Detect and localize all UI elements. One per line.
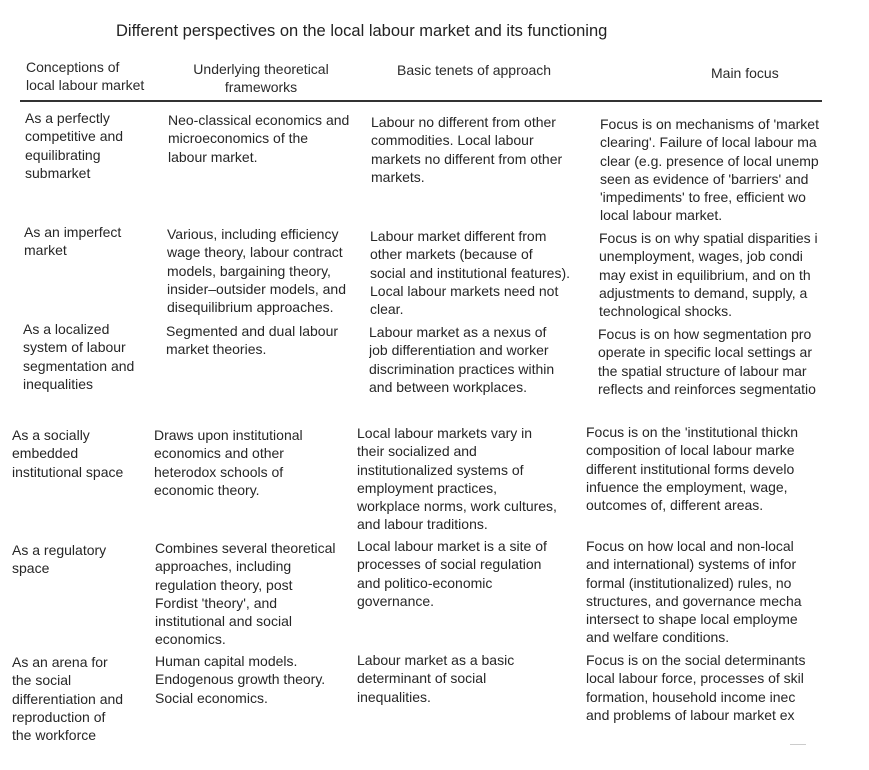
- text-line: Labour market as a nexus of: [369, 324, 547, 340]
- text-line: Focus is on the social determinants: [586, 652, 806, 668]
- row3-framework: [166, 322, 361, 359]
- text-line: other markets (because of: [370, 246, 533, 263]
- row4-conception: [12, 426, 152, 481]
- text-line: clear.: [370, 301, 404, 318]
- row4-tenets: [357, 424, 577, 534]
- header-line: local labour market: [26, 77, 145, 93]
- text-line: social and institutional features).: [370, 264, 570, 281]
- text-line: institutional space: [12, 463, 124, 480]
- row1-framework: [168, 111, 363, 166]
- text-line: Labour no different from other: [371, 114, 556, 130]
- text-line: Neo-classical economics and: [168, 112, 350, 128]
- text-line: and labour traditions.: [357, 516, 488, 533]
- row1-conception: [25, 109, 160, 182]
- text-line: markets no different from other: [371, 150, 563, 167]
- text-line: operate in specific local settings ar: [598, 344, 812, 361]
- text-line: the social: [12, 672, 72, 689]
- text-line: 'impediments' to free, efficient wo: [600, 189, 806, 206]
- text-line: processes of social regulation: [357, 556, 542, 573]
- row6-framework: [155, 652, 350, 707]
- header-line: frameworks: [224, 79, 298, 95]
- text-line: Combines several theoretical: [155, 540, 336, 556]
- table-title: Different perspectives on the local labour market and its functioning: [116, 22, 608, 40]
- header-line: Conceptions of: [26, 59, 120, 75]
- text-line: economic theory.: [154, 481, 260, 498]
- text-line: technological shocks.: [599, 303, 733, 320]
- text-line: Focus is on how segmentation pro: [598, 326, 812, 342]
- text-line: Focus on how local and non-local: [586, 538, 794, 554]
- text-line: Fordist 'theory', and: [155, 594, 278, 611]
- row2-framework: [167, 225, 362, 316]
- row3-conception: [23, 320, 158, 393]
- text-line: unemployment, wages, job condi: [599, 248, 803, 265]
- text-line: institutionalized systems of: [357, 461, 524, 478]
- text-line: equilibrating: [25, 146, 101, 163]
- text-line: Local labour markets need not: [370, 282, 559, 299]
- text-line: disequilibrium approaches.: [167, 299, 334, 316]
- text-line: embedded: [12, 445, 79, 462]
- text-line: Local labour market is a site of: [357, 538, 547, 554]
- row5-focus: [586, 537, 808, 647]
- text-line: Endogenous growth theory.: [155, 671, 326, 688]
- text-line: submarket: [25, 164, 91, 181]
- text-line: economics and other: [154, 445, 284, 462]
- header-frameworks: [190, 60, 332, 96]
- row3-tenets: [369, 323, 584, 396]
- row5-conception: [12, 541, 152, 578]
- text-line: As a socially: [12, 427, 90, 443]
- row1-focus: [600, 115, 822, 225]
- text-line: segmentation and: [23, 357, 135, 374]
- text-line: employment practices,: [357, 479, 498, 496]
- text-line: reflects and reinforces segmentatio: [598, 380, 816, 397]
- text-line: adjustments to demand, supply, a: [599, 284, 808, 301]
- text-line: markets.: [371, 168, 425, 185]
- row3-focus: [598, 325, 822, 398]
- text-line: As an imperfect: [24, 224, 122, 240]
- text-line: discrimination practices within: [369, 360, 555, 377]
- text-line: clear (e.g. presence of local unemp: [600, 152, 819, 169]
- text-line: Focus is on the 'institutional thickn: [586, 424, 799, 440]
- text-line: local labour market.: [600, 207, 723, 224]
- text-line: space: [12, 560, 50, 577]
- text-line: reproduction of: [12, 708, 106, 725]
- text-line: Labour market different from: [370, 228, 547, 244]
- text-line: Draws upon institutional: [154, 427, 303, 443]
- text-line: seen as evidence of 'barriers' and: [600, 170, 809, 187]
- text-line: outcomes of, different areas.: [586, 497, 764, 514]
- text-line: institutional and social: [155, 613, 292, 630]
- text-line: inequalities: [23, 375, 94, 392]
- text-line: inequalities.: [357, 688, 431, 705]
- text-line: their socialized and: [357, 443, 477, 460]
- text-line: market theories.: [166, 341, 267, 358]
- text-line: system of labour: [23, 339, 126, 356]
- text-line: Human capital models.: [155, 653, 298, 669]
- text-line: the spatial structure of labour mar: [598, 362, 807, 379]
- text-line: labour market.: [168, 148, 258, 165]
- text-line: the workforce: [12, 727, 97, 744]
- text-line: clearing'. Failure of local labour ma: [600, 134, 817, 151]
- row5-framework: [155, 539, 350, 649]
- text-line: As a perfectly: [25, 110, 110, 126]
- row6-tenets: [357, 651, 577, 706]
- text-line: As a localized: [23, 321, 110, 337]
- text-line: Local labour markets vary in: [357, 425, 533, 441]
- text-line: Segmented and dual labour: [166, 323, 339, 339]
- text-line: Focus is on why spatial disparities i: [599, 230, 818, 246]
- text-line: heterodox schools of: [154, 463, 284, 480]
- text-line: and problems of labour market ex: [586, 706, 795, 723]
- row4-focus: [586, 423, 808, 514]
- text-line: competitive and: [25, 128, 124, 145]
- header-conceptions: [26, 58, 144, 94]
- text-line: formal (institutionalized) rules, no: [586, 574, 792, 591]
- text-line: local labour force, processes of skil: [586, 670, 804, 687]
- text-line: wage theory, labour contract: [167, 244, 343, 261]
- row2-focus: [599, 229, 822, 320]
- text-line: regulation theory, post: [155, 576, 293, 593]
- text-line: As a regulatory: [12, 542, 107, 558]
- text-line: differentiation and: [12, 690, 124, 707]
- text-line: As an arena for: [12, 654, 108, 670]
- text-line: microeconomics of the: [168, 130, 309, 147]
- header-tenets: [397, 61, 551, 79]
- text-line: market: [24, 242, 67, 259]
- row4-framework: [154, 426, 349, 499]
- text-line: commodities. Local labour: [371, 132, 534, 149]
- text-line: insider–outsider models, and: [167, 280, 346, 297]
- text-line: Focus is on mechanisms of 'market: [600, 116, 819, 132]
- text-line: approaches, including: [155, 558, 292, 575]
- text-line: may exist in equilibrium, and on th: [599, 266, 811, 283]
- text-line: models, bargaining theory,: [167, 262, 331, 279]
- text-line: workplace norms, work cultures,: [357, 498, 557, 515]
- row2-tenets: [370, 227, 585, 318]
- text-line: and international) systems of infor: [586, 556, 797, 573]
- header-divider: [20, 100, 822, 102]
- text-line: job differentiation and worker: [369, 342, 549, 359]
- text-line: structures, and governance mecha: [586, 592, 802, 609]
- text-line: different institutional forms develo: [586, 460, 795, 477]
- row5-tenets: [357, 537, 577, 610]
- text-line: determinant of social: [357, 670, 487, 687]
- page-edge-mark: [790, 744, 806, 745]
- header-line: Basic tenets of approach: [397, 62, 552, 78]
- text-line: Labour market as a basic: [357, 652, 515, 668]
- text-line: infuence the employment, wage,: [586, 478, 788, 495]
- header-line: Main focus: [711, 65, 779, 81]
- row6-focus: [586, 651, 808, 724]
- text-line: Various, including efficiency: [167, 226, 339, 242]
- text-line: governance.: [357, 592, 435, 609]
- text-line: Social economics.: [155, 689, 268, 706]
- header-main-focus: [711, 64, 779, 82]
- text-line: and politico-economic: [357, 574, 493, 591]
- text-line: and between workplaces.: [369, 378, 527, 395]
- text-line: intersect to shape local employme: [586, 611, 798, 628]
- row1-tenets: [371, 113, 586, 186]
- header-line: Underlying theoretical: [193, 61, 329, 77]
- text-line: economics.: [155, 631, 226, 648]
- text-line: formation, household income inec: [586, 688, 796, 705]
- text-line: and welfare conditions.: [586, 629, 730, 646]
- row6-conception: [12, 653, 152, 744]
- row2-conception: [24, 223, 159, 260]
- text-line: composition of local labour marke: [586, 442, 795, 459]
